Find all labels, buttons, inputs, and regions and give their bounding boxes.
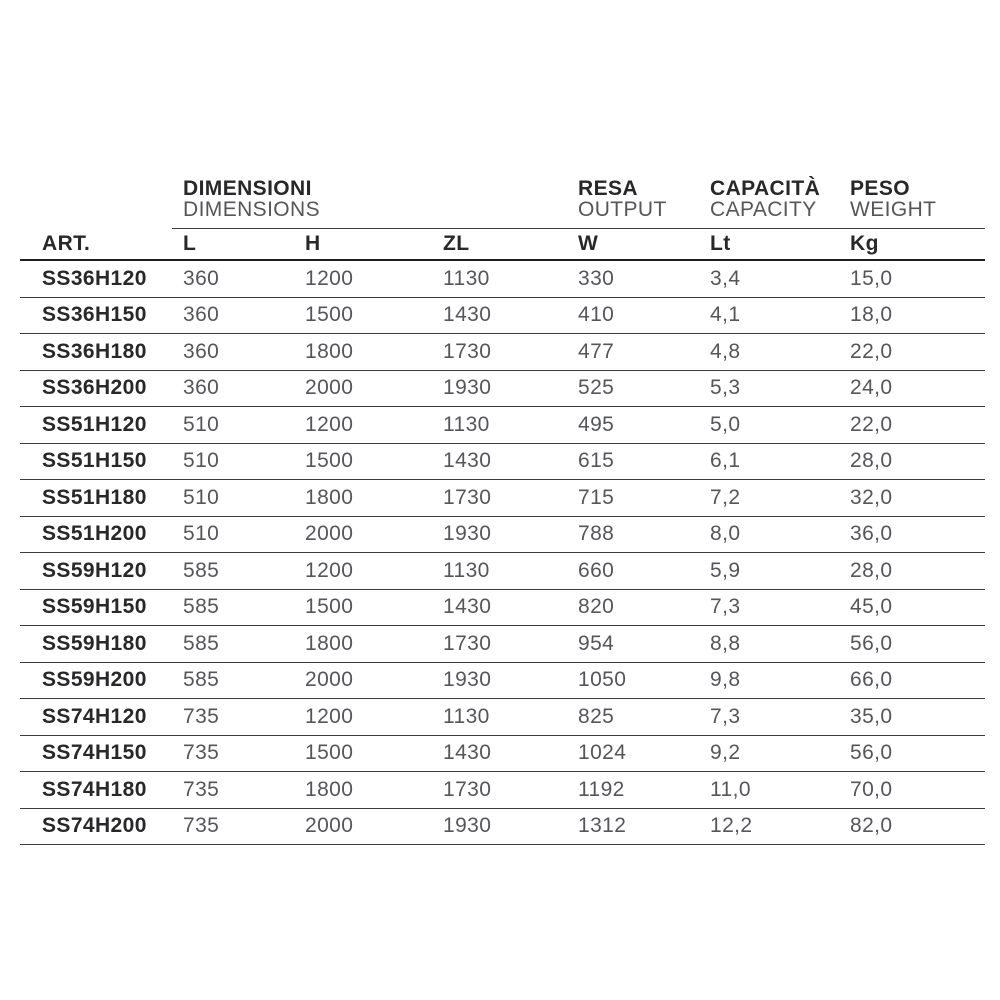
- cell-w: 788: [578, 522, 615, 546]
- group-primary-label: CAPACITÀ: [710, 177, 821, 200]
- cell-w: 660: [578, 558, 615, 582]
- cell-zl: 1930: [443, 814, 492, 838]
- cell-kg: 56,0: [850, 741, 893, 765]
- cell-w: 525: [578, 376, 615, 400]
- cell-lt: 9,2: [710, 741, 741, 765]
- cell-zl: 1730: [443, 777, 492, 801]
- cell-h: 2000: [305, 376, 354, 400]
- table-row: [20, 663, 985, 700]
- cell-art: SS59H180: [42, 631, 147, 655]
- cell-w: 1050: [578, 668, 627, 692]
- cell-l: 735: [183, 704, 220, 728]
- cell-art: SS59H200: [42, 668, 147, 692]
- column-header-zl: ZL: [443, 232, 470, 255]
- cell-zl: 1130: [443, 412, 490, 436]
- group-primary-label: RESA: [578, 177, 638, 200]
- cell-h: 1500: [305, 595, 354, 619]
- cell-h: 1800: [305, 631, 354, 655]
- cell-lt: 8,8: [710, 631, 741, 655]
- cell-lt: 7,3: [710, 704, 741, 728]
- table-row: [20, 772, 985, 809]
- cell-h: 1500: [305, 741, 354, 765]
- cell-h: 1200: [305, 412, 354, 436]
- cell-lt: 8,0: [710, 522, 741, 546]
- table-row: [20, 590, 985, 627]
- cell-lt: 5,9: [710, 558, 741, 582]
- group-secondary-label: DIMENSIONS: [183, 198, 321, 221]
- cell-l: 585: [183, 631, 220, 655]
- cell-art: SS74H120: [42, 704, 147, 728]
- table-row: [20, 407, 985, 444]
- cell-art: SS74H180: [42, 777, 147, 801]
- cell-w: 477: [578, 339, 615, 363]
- group-header-dimensions: [183, 178, 320, 220]
- cell-l: 510: [183, 449, 220, 473]
- column-header-l: L: [183, 232, 197, 255]
- cell-kg: 28,0: [850, 558, 893, 582]
- table-row: [20, 736, 985, 773]
- cell-zl: 1430: [443, 449, 492, 473]
- cell-zl: 1730: [443, 631, 492, 655]
- cell-l: 735: [183, 814, 220, 838]
- cell-kg: 24,0: [850, 376, 893, 400]
- cell-h: 2000: [305, 668, 354, 692]
- cell-lt: 7,3: [710, 595, 741, 619]
- table-row: [20, 699, 985, 736]
- cell-w: 495: [578, 412, 615, 436]
- cell-lt: 4,8: [710, 339, 741, 363]
- cell-kg: 22,0: [850, 412, 893, 436]
- cell-zl: 1130: [443, 266, 490, 290]
- cell-w: 820: [578, 595, 615, 619]
- cell-lt: 11,0: [710, 777, 751, 801]
- cell-h: 1500: [305, 303, 354, 327]
- cell-kg: 45,0: [850, 595, 893, 619]
- cell-lt: 9,8: [710, 668, 741, 692]
- table-body: [20, 261, 985, 845]
- cell-l: 510: [183, 412, 220, 436]
- group-header-underline: [172, 228, 985, 229]
- cell-kg: 22,0: [850, 339, 893, 363]
- cell-h: 1800: [305, 339, 354, 363]
- table-row: [20, 444, 985, 481]
- cell-art: SS59H120: [42, 558, 147, 582]
- cell-w: 1192: [578, 777, 625, 801]
- cell-w: 825: [578, 704, 615, 728]
- spec-table: [20, 170, 985, 845]
- cell-l: 510: [183, 522, 220, 546]
- table-row: [20, 334, 985, 371]
- table-row: [20, 371, 985, 408]
- column-header-art: ART.: [42, 232, 91, 255]
- cell-w: 615: [578, 449, 615, 473]
- cell-art: SS36H200: [42, 376, 147, 400]
- cell-kg: 66,0: [850, 668, 893, 692]
- cell-kg: 18,0: [850, 303, 893, 327]
- cell-kg: 70,0: [850, 777, 893, 801]
- group-primary-label: PESO: [850, 177, 910, 200]
- column-header-lt: Lt: [710, 232, 731, 255]
- group-header-output: [578, 178, 667, 220]
- column-header-h: H: [305, 232, 321, 255]
- group-primary-label: DIMENSIONI: [183, 177, 312, 200]
- group-secondary-label: CAPACITY: [710, 198, 817, 221]
- cell-art: SS51H200: [42, 522, 147, 546]
- cell-w: 1024: [578, 741, 627, 765]
- table-row: [20, 553, 985, 590]
- cell-l: 585: [183, 668, 220, 692]
- cell-art: SS36H120: [42, 266, 147, 290]
- cell-w: 954: [578, 631, 615, 655]
- cell-h: 1800: [305, 485, 354, 509]
- cell-l: 585: [183, 595, 220, 619]
- cell-l: 585: [183, 558, 220, 582]
- cell-kg: 35,0: [850, 704, 893, 728]
- cell-art: SS36H180: [42, 339, 147, 363]
- cell-zl: 1730: [443, 339, 492, 363]
- cell-zl: 1430: [443, 741, 492, 765]
- cell-art: SS51H180: [42, 485, 147, 509]
- cell-zl: 1130: [443, 558, 490, 582]
- cell-h: 1200: [305, 266, 354, 290]
- cell-kg: 32,0: [850, 485, 893, 509]
- cell-l: 360: [183, 266, 220, 290]
- cell-l: 735: [183, 741, 220, 765]
- cell-h: 2000: [305, 814, 354, 838]
- cell-zl: 1730: [443, 485, 492, 509]
- cell-art: SS74H200: [42, 814, 147, 838]
- group-header-weight: [850, 178, 936, 220]
- cell-h: 1500: [305, 449, 354, 473]
- cell-kg: 36,0: [850, 522, 893, 546]
- cell-l: 360: [183, 303, 220, 327]
- cell-h: 1200: [305, 704, 354, 728]
- column-header-row: [20, 229, 985, 261]
- group-secondary-label: WEIGHT: [850, 198, 937, 221]
- cell-l: 360: [183, 339, 220, 363]
- column-header-kg: Kg: [850, 232, 879, 255]
- group-header-row: [20, 170, 985, 229]
- cell-kg: 82,0: [850, 814, 893, 838]
- cell-lt: 4,1: [710, 303, 741, 327]
- cell-kg: 28,0: [850, 449, 893, 473]
- cell-zl: 1130: [443, 704, 490, 728]
- cell-kg: 15,0: [850, 266, 893, 290]
- cell-w: 715: [578, 485, 615, 509]
- cell-art: SS36H150: [42, 303, 147, 327]
- cell-h: 1800: [305, 777, 354, 801]
- cell-h: 1200: [305, 558, 354, 582]
- cell-lt: 3,4: [710, 266, 741, 290]
- cell-art: SS51H150: [42, 449, 147, 473]
- cell-zl: 1930: [443, 668, 492, 692]
- table-row: [20, 480, 985, 517]
- cell-lt: 7,2: [710, 485, 741, 509]
- cell-zl: 1930: [443, 522, 492, 546]
- cell-kg: 56,0: [850, 631, 893, 655]
- table-row: [20, 626, 985, 663]
- cell-l: 360: [183, 376, 220, 400]
- cell-zl: 1430: [443, 595, 492, 619]
- table-row: [20, 517, 985, 554]
- cell-l: 510: [183, 485, 220, 509]
- cell-lt: 5,3: [710, 376, 741, 400]
- cell-lt: 5,0: [710, 412, 741, 436]
- table-row: [20, 261, 985, 298]
- table-row: [20, 809, 985, 846]
- cell-art: SS51H120: [42, 412, 147, 436]
- cell-art: SS74H150: [42, 741, 147, 765]
- cell-w: 410: [578, 303, 615, 327]
- cell-zl: 1430: [443, 303, 492, 327]
- cell-lt: 6,1: [710, 449, 741, 473]
- cell-art: SS59H150: [42, 595, 147, 619]
- cell-zl: 1930: [443, 376, 492, 400]
- column-header-w: W: [578, 232, 599, 255]
- group-header-capacity: [710, 178, 820, 220]
- cell-w: 330: [578, 266, 615, 290]
- cell-h: 2000: [305, 522, 354, 546]
- cell-lt: 12,2: [710, 814, 753, 838]
- cell-l: 735: [183, 777, 220, 801]
- group-secondary-label: OUTPUT: [578, 198, 667, 221]
- cell-w: 1312: [578, 814, 627, 838]
- table-row: [20, 298, 985, 335]
